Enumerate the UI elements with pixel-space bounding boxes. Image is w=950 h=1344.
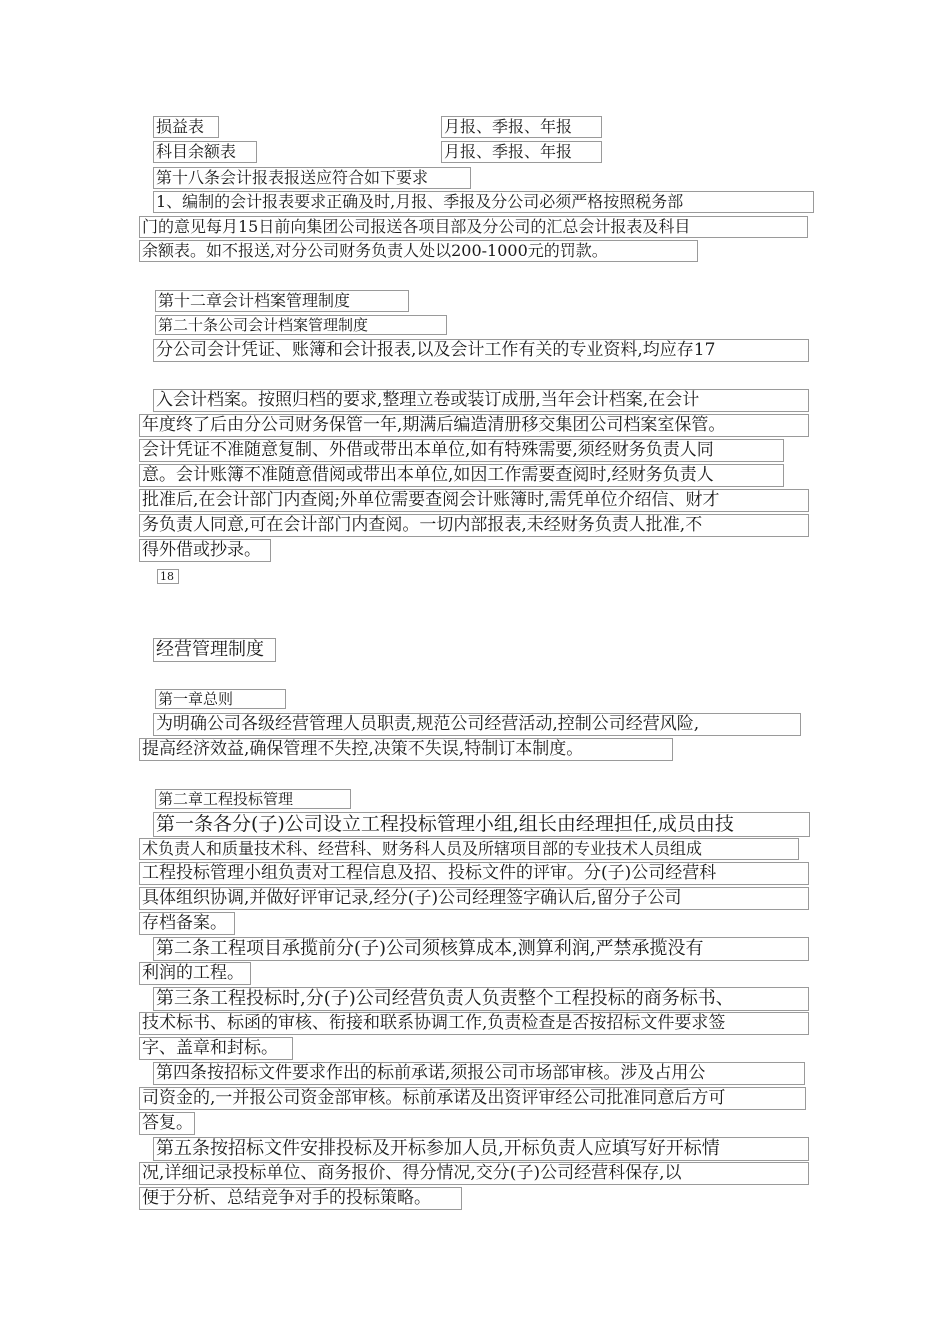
- text-line: 况,详细记录投标单位、商务报价、得分情况,交分(子)公司经营科保存,以: [139, 1162, 809, 1185]
- page-number: 18: [157, 569, 179, 584]
- text-line: 术负责人和质量技术科、经营科、财务科人员及所辖项目部的专业技术人员组成: [139, 838, 799, 860]
- text-line: 第四条按招标文件要求作出的标前承诺,须报公司市场部审核。涉及占用公: [153, 1062, 805, 1085]
- text-line: 存档备案。: [139, 912, 235, 935]
- text-line: 技术标书、标函的审核、衔接和联系协调工作,负责检查是否按招标文件要求签: [139, 1012, 809, 1035]
- text-line: 利润的工程。: [139, 962, 251, 985]
- text-line: 1、编制的会计报表要求正确及时,月报、季报及分公司必须严格按照税务部: [153, 191, 814, 213]
- text-line: 务负责人同意,可在会计部门内查阅。一切内部报表,未经财务负责人批准,不: [139, 514, 809, 537]
- chapter-title: 第二章工程投标管理: [155, 789, 351, 809]
- text-line: 答复。: [139, 1112, 195, 1135]
- text-line: 提高经济效益,确保管理不失控,决策不失误,特制订本制度。: [139, 738, 673, 761]
- document-title: 经营管理制度: [153, 638, 276, 662]
- text-line: 第三条工程投标时,分(子)公司经营负责人负责整个工程投标的商务标书、: [153, 987, 809, 1011]
- text-line: 门的意见每月15日前向集团公司报送各项目部及分公司的汇总会计报表及科目: [139, 216, 808, 238]
- chapter-title: 第一章总则: [155, 689, 286, 709]
- table-cell-name: 科目余额表: [153, 141, 257, 163]
- text-line: 字、盖章和封标。: [139, 1037, 293, 1060]
- text-line: 分公司会计凭证、账簿和会计报表,以及会计工作有关的专业资料,均应存17: [153, 339, 809, 362]
- text-line: 年度终了后由分公司财务保管一年,期满后编造清册移交集团公司档案室保管。: [139, 414, 809, 437]
- text-line: 余额表。如不报送,对分公司财务负责人处以200-1000元的罚款。: [139, 240, 698, 262]
- text-line: 第二条工程项目承揽前分(子)公司须核算成本,测算利润,严禁承揽没有: [153, 937, 809, 961]
- article-heading: 第二十条公司会计档案管理制度: [155, 315, 447, 335]
- text-line: 得外借或抄录。: [139, 539, 271, 562]
- text-line: 批准后,在会计部门内查阅;外单位需要查阅会计账簿时,需凭单位介绍信、财才: [139, 489, 809, 512]
- table-cell-name: 损益表: [153, 116, 219, 138]
- text-line: 为明确公司各级经营管理人员职责,规范公司经营活动,控制公司经营风险,: [153, 713, 801, 736]
- text-line: 入会计档案。按照归档的要求,整理立卷或装订成册,当年会计档案,在会计: [153, 389, 809, 412]
- text-line: 第五条按招标文件安排投标及开标参加人员,开标负责人应填写好开标情: [153, 1137, 809, 1161]
- text-line: 便于分析、总结竞争对手的投标策略。: [139, 1187, 462, 1210]
- text-line: 工程投标管理小组负责对工程信息及招、投标文件的评审。分(子)公司经营科: [139, 862, 809, 885]
- text-line: 会计凭证不准随意复制、外借或带出本单位,如有特殊需要,须经财务负责人同: [139, 439, 784, 462]
- text-line: 具体组织协调,并做好评审记录,经分(子)公司经理签字确认后,留分子公司: [139, 887, 809, 910]
- table-cell-period: 月报、季报、年报: [441, 141, 602, 163]
- table-cell-period: 月报、季报、年报: [441, 116, 602, 138]
- text-line: 意。会计账簿不准随意借阅或带出本单位,如因工作需要查阅时,经财务负责人: [139, 464, 784, 487]
- text-line: 第一条各分(子)公司设立工程投标管理小组,组长由经理担任,成员由技: [153, 812, 810, 837]
- article-heading: 第十八条会计报表报送应符合如下要求: [153, 167, 471, 189]
- chapter-title: 第十二章会计档案管理制度: [155, 290, 409, 312]
- text-line: 司资金的,一并报公司资金部审核。标前承诺及出资评审经公司批准同意后方可: [139, 1087, 806, 1110]
